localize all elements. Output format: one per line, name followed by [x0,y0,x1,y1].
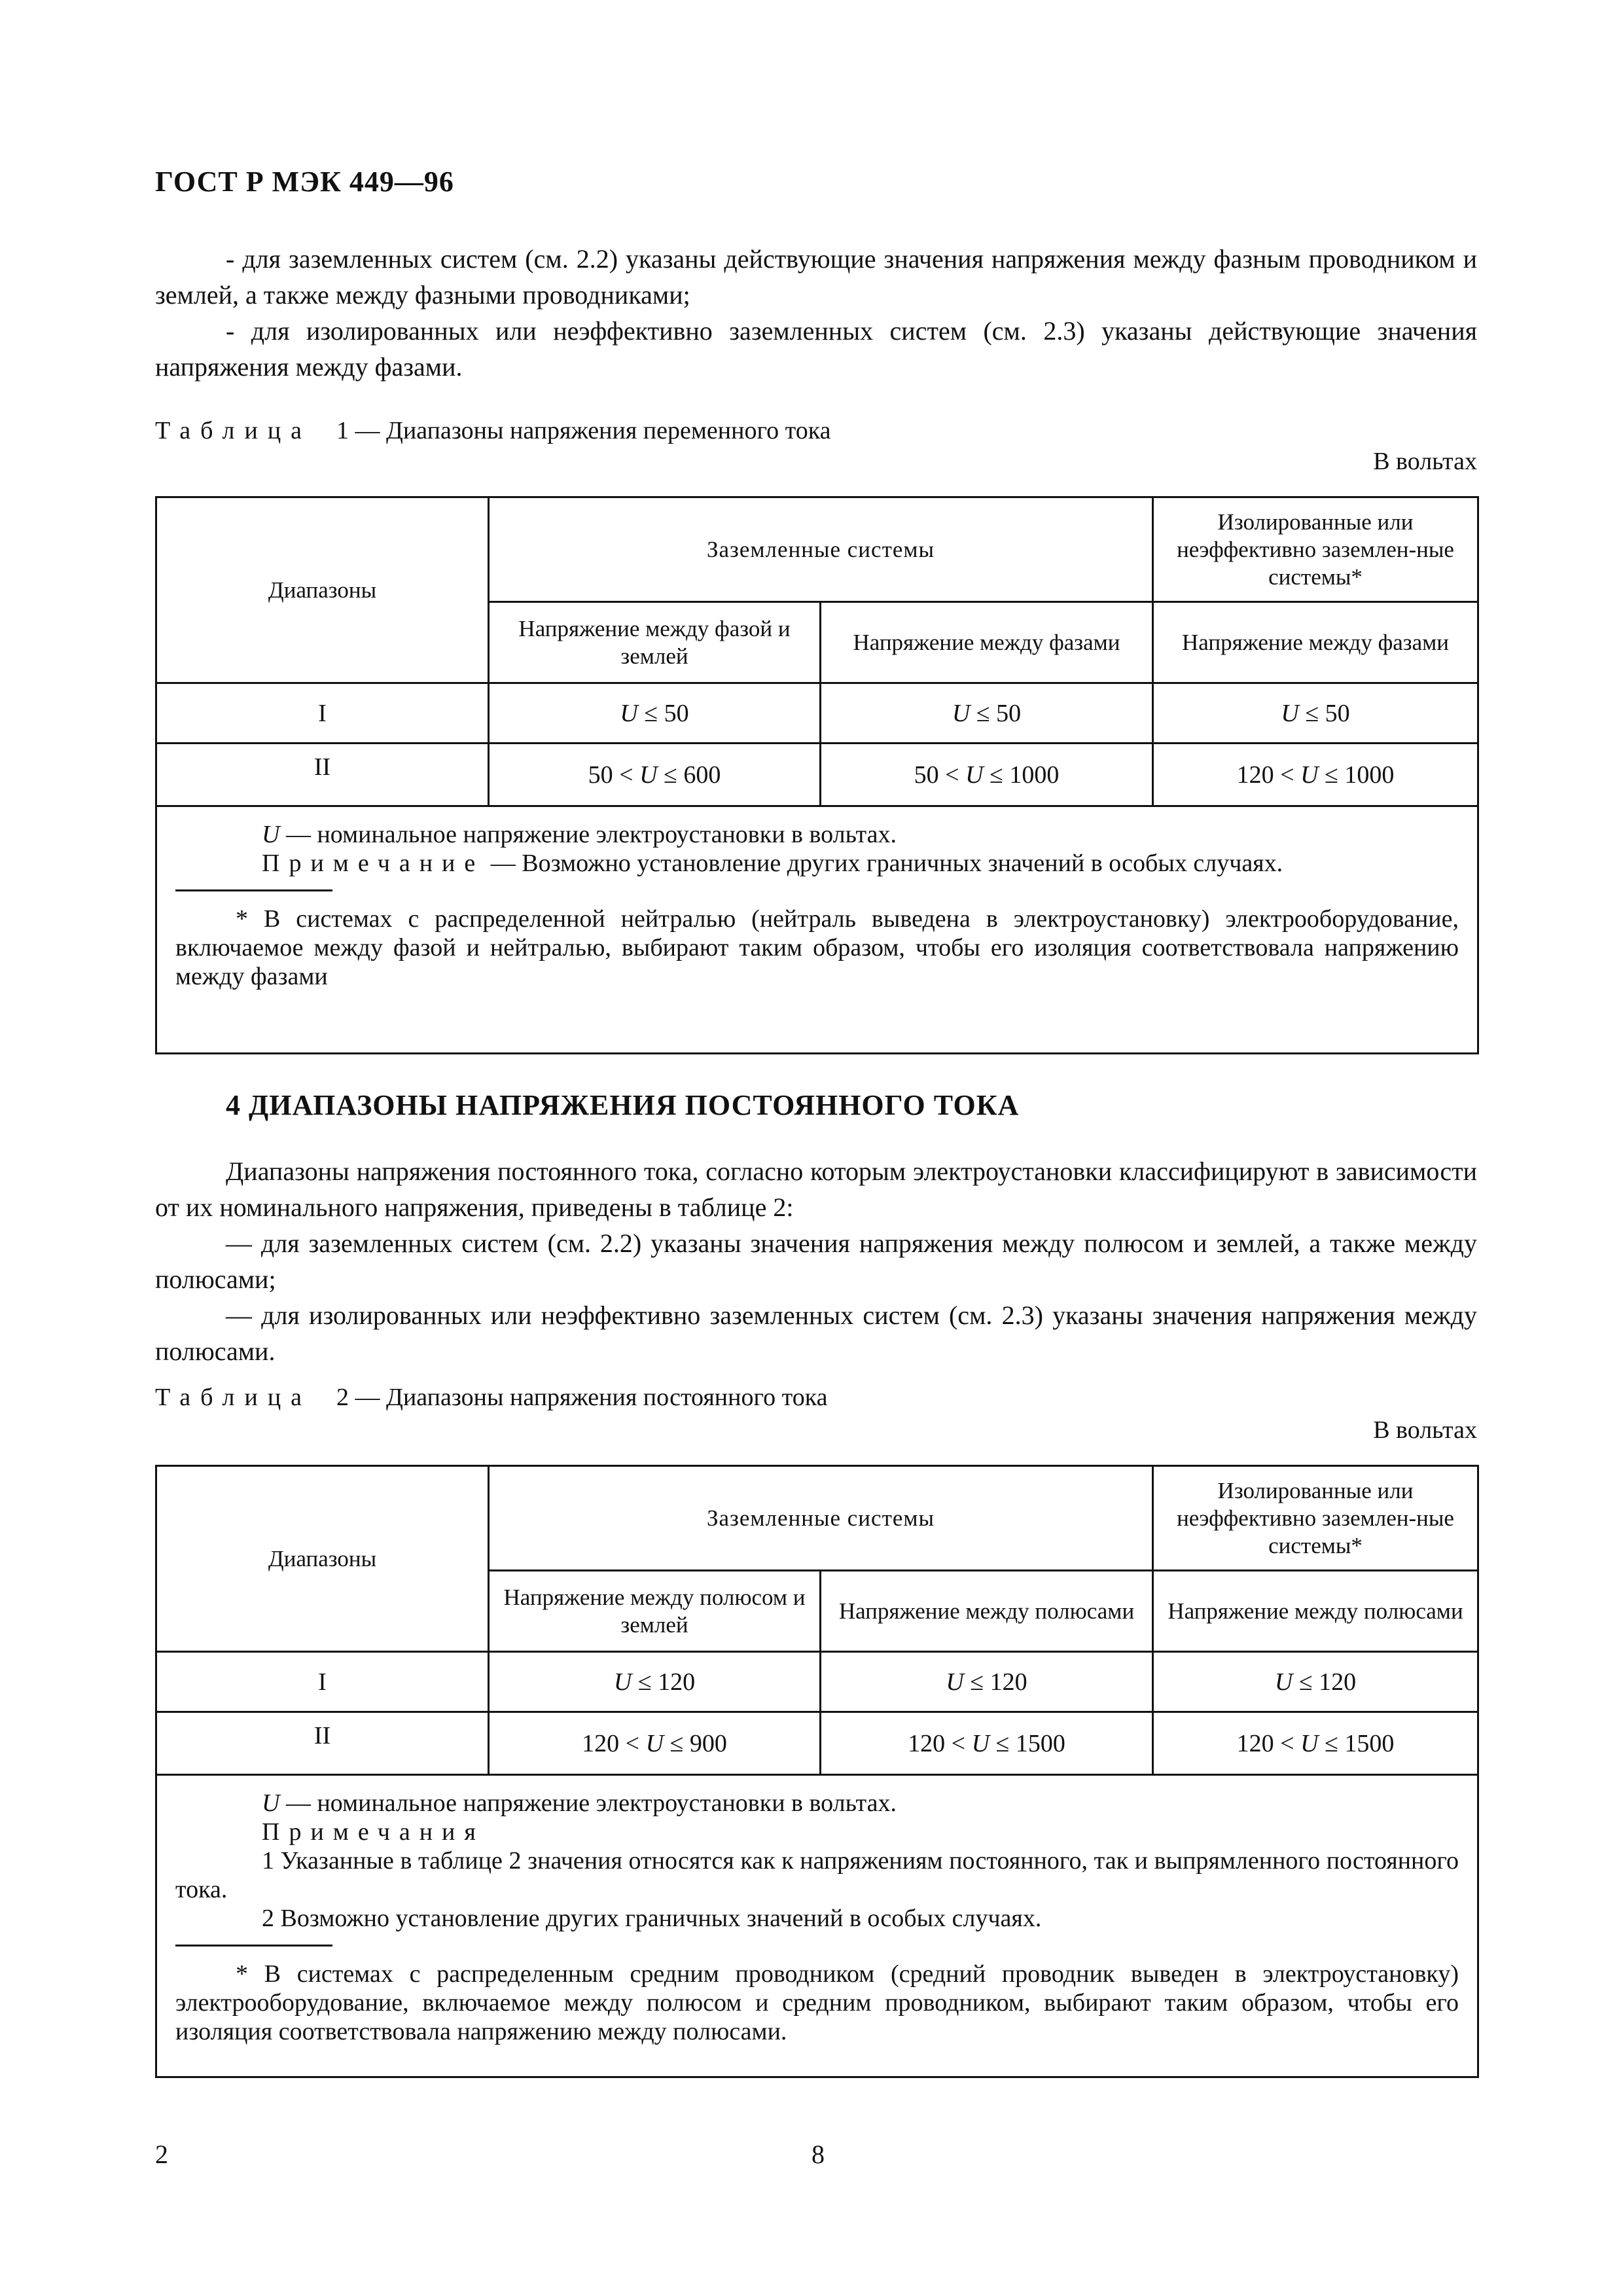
table2-units: В вольтах [1373,1416,1477,1444]
table2-header-isolated: Изолированные или неэффективно заземлен-ные системы* [1153,1466,1478,1571]
table1 [155,496,1479,1054]
section-body [155,1153,1477,1369]
table2-caption-text: 2 — Диапазоны напряжения постоянного тока [336,1384,828,1411]
table1-header-isolated: Изолированные или неэффективно заземлен-ные системы* [1153,497,1478,602]
table1-note-u: U — номинальное напряжение электроустановки в вольтах. [262,821,897,848]
page-number-center: 8 [812,2140,825,2169]
page-number-left: 2 [155,2140,168,2169]
table1-footnote: * В системах с распределенной нейтралью (нейтраль выведена в электроустановку) электрооборудование, включаемое между фазой и нейтралью, выбирают таким образом, чтобы его изоляция соответствовала напряжению между фазами [175,905,1459,990]
table2-subheader: Напряжение между полюсами [821,1571,1153,1652]
table1-value-cell: U ≤ 50 [821,683,1153,744]
table1-range-cell: I [156,683,489,744]
table2-value-cell: 120 < U ≤ 1500 [1153,1712,1478,1775]
table1-caption [155,416,830,445]
table2-value-cell: 120 < U ≤ 1500 [821,1712,1153,1775]
table2-value-cell: U ≤ 120 [821,1652,1153,1712]
table2-caption [155,1383,827,1412]
table2-value-cell: 120 < U ≤ 900 [489,1712,821,1775]
table2-header-grounded: Заземленные системы [489,1466,1153,1571]
intro-text [155,241,1477,385]
table1-value-cell: U ≤ 50 [489,683,821,744]
table1-subheader: Напряжение между фазой и землей [489,602,821,683]
table1-units: В вольтах [1373,448,1477,475]
footnote-rule [175,889,332,891]
table1-header-grounded: Заземленные системы [489,497,1153,602]
page-header: ГОСТ Р МЭК 449—96 [155,166,454,198]
table1-range-cell: II [156,744,489,806]
table1-note: Примечание — Возможно установление других граничных значений в особых случаях. [262,850,1283,877]
table1-caption-text: 1 — Диапазоны напряжения переменного тока [336,417,831,444]
table2-note-2: 2 Возможно установление других граничных значений в особых случаях. [262,1905,1042,1932]
table2-header-ranges: Диапазоны [156,1466,489,1652]
table1-header-ranges: Диапазоны [156,497,489,683]
table2-footnote: * В системах с распределенным средним проводником (средний проводник выведен в электроустановку) электрооборудование, включаемое между полюсом и средним проводником, выбирают таким образом, чтобы его изоляция соответствовала напряжению между полюсами. [175,1960,1459,2045]
table2-subheader: Напряжение между полюсом и землей [489,1571,821,1652]
table1-value-cell: 50 < U ≤ 600 [489,744,821,806]
table1-subheader: Напряжение между фазами [821,602,1153,683]
table2-value-cell: U ≤ 120 [489,1652,821,1712]
table2-notes [156,1775,1478,2077]
table1-notes [156,806,1478,1054]
intro-line: - для заземленных систем (см. 2.2) указаны действующие значения напряжения между фазным проводником и землей, а также между фазными проводниками; [155,244,1477,310]
table2-note-1: 1 Указанные в таблице 2 значения относятся как к напряжениям постоянного, так и выпрямленного постоянного тока. [175,1847,1459,1903]
table2-range-cell: II [156,1712,489,1775]
table2-subheader: Напряжение между полюсами [1153,1571,1478,1652]
table1-value-cell: 120 < U ≤ 1000 [1153,744,1478,806]
section-paragraph: Диапазоны напряжения постоянного тока, согласно которым электроустановки классифицируют в зависимости от их номинального напряжения, приведены в таблице 2: [155,1157,1477,1222]
table2 [155,1465,1479,2078]
table2-range-cell: I [156,1652,489,1712]
table1-subheader: Напряжение между фазами [1153,602,1478,683]
table1-value-cell: 50 < U ≤ 1000 [821,744,1153,806]
section-paragraph: — для изолированных или неэффективно заземленных систем (см. 2.3) указаны значения напряжения между полюсами. [155,1300,1477,1366]
section-paragraph: — для заземленных систем (см. 2.2) указаны значения напряжения между полюсом и землей, а также между полюсами; [155,1229,1477,1294]
section-title: 4 ДИАПАЗОНЫ НАПРЯЖЕНИЯ ПОСТОЯННОГО ТОКА [226,1089,1020,1121]
table2-value-cell: U ≤ 120 [1153,1652,1478,1712]
table1-caption-word: Таблица [155,417,312,444]
footnote-rule [175,1945,332,1946]
intro-line: - для изолированных или неэффективно заземленных систем (см. 2.3) указаны действующие значения напряжения между фазами. [155,316,1477,382]
table2-notes-heading: Примечания [262,1818,485,1846]
table2-note-u: U — номинальное напряжение электроустановки в вольтах. [262,1789,897,1817]
table1-value-cell: U ≤ 50 [1153,683,1478,744]
table2-caption-word: Таблица [155,1384,312,1411]
